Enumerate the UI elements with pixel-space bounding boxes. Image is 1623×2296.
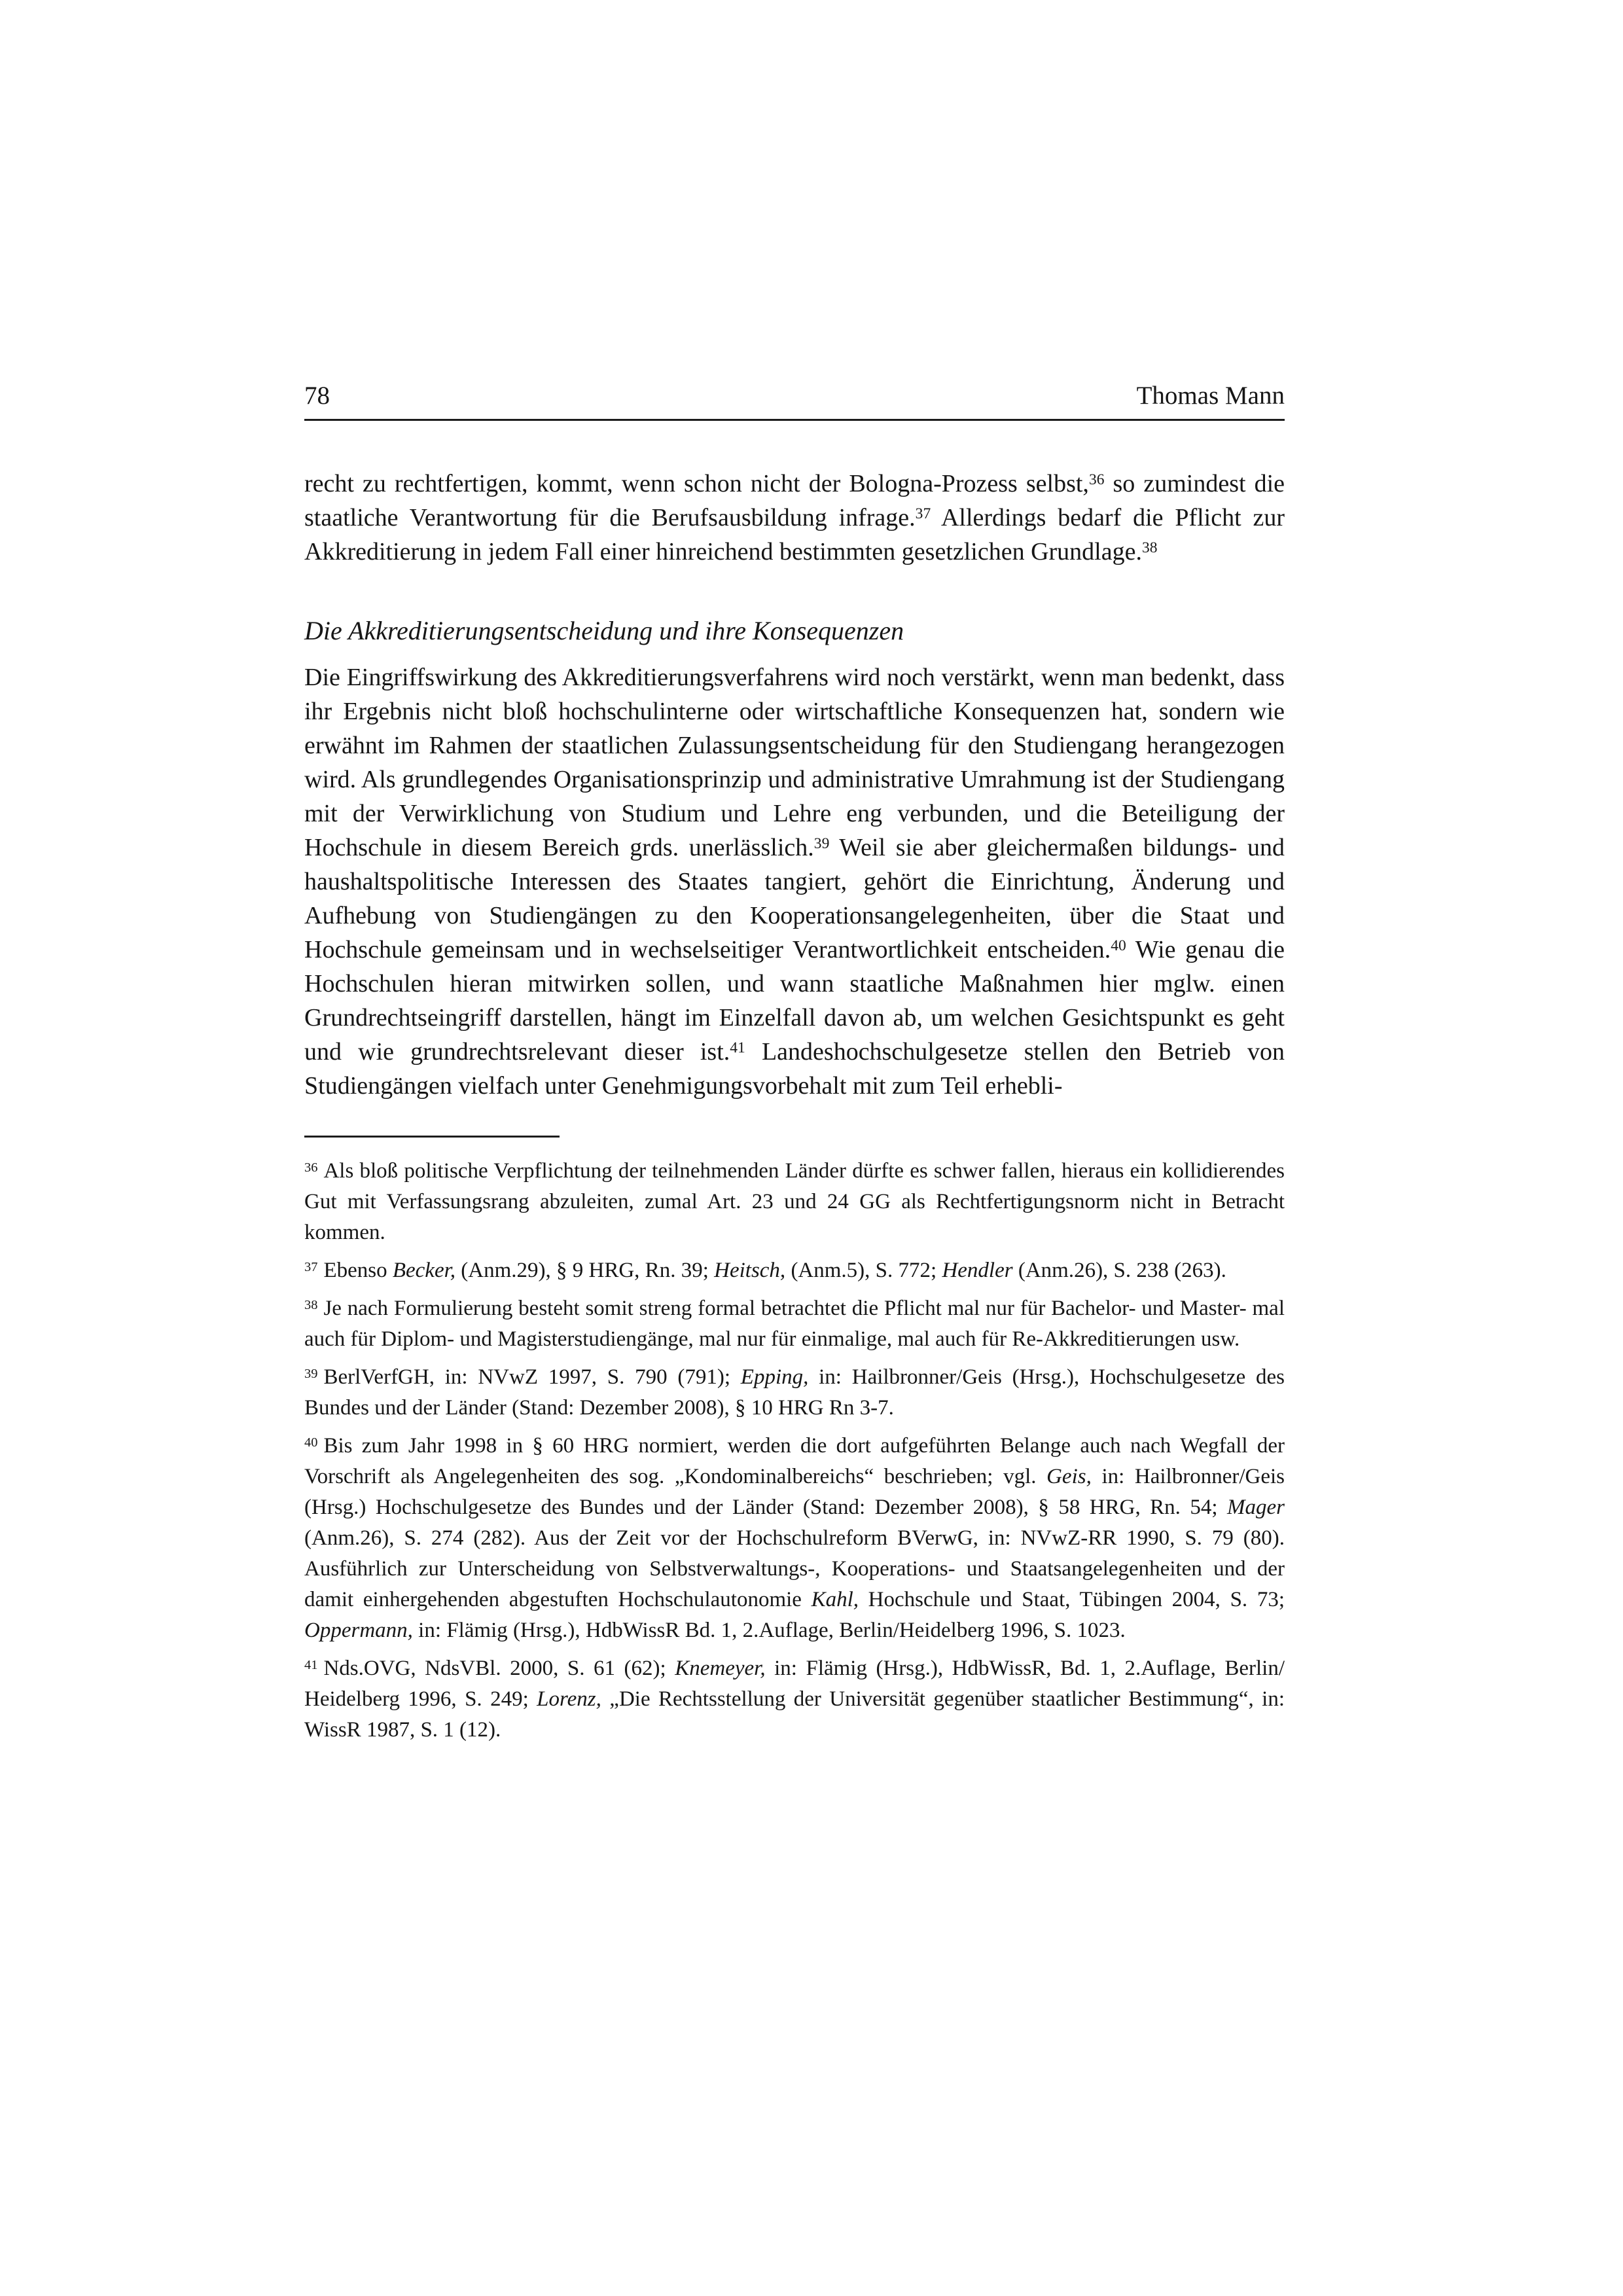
section-heading: Die Akkreditierungsentscheidung und ihre Konsequenzen — [304, 616, 904, 645]
footnote-text: Nds.OVG, NdsVBl. 2000, S. 61 (62); Knemeyer, in: Flämig (Hrsg.), HdbWissR, Bd. 1, 2.Auflage, Berlin/ Heidelberg 1996, S. 249; Lorenz, „Die Rechtsstellung der Universität gegenüber staatlicher Bestimmung“, in: WissR 1987, S. 1 (12). — [304, 1657, 1285, 1742]
footnote-39 — [304, 1362, 1285, 1424]
footnote-marker: 39 — [304, 1366, 318, 1381]
running-head-author: Thomas Mann — [1136, 382, 1285, 410]
footnote-marker: 38 — [304, 1297, 318, 1312]
footnote-marker: 40 — [304, 1435, 318, 1450]
footnote-text: BerlVerfGH, in: NVwZ 1997, S. 790 (791); Epping, in: Hailbronner/Geis (Hrsg.), Hochschulgesetze des Bundes und der Länder (Stand: Dezember 2008), § 10 HRG Rn 3-7. — [304, 1365, 1285, 1420]
footnote-text: Als bloß politische Verpflichtung der teilnehmenden Länder dürfte es schwer fallen, hieraus ein kollidierendes Gut mit Verfassungsrang abzuleiten, zumal Art. 23 und 24 GG als Rechtfertigungsnorm nicht in Betracht kommen. — [304, 1159, 1285, 1244]
footnote-text: Je nach Formulierung besteht somit streng formal betrachtet die Pflicht mal nur für Bachelor- und Master- mal auch für Diplom- und Magisterstudiengänge, mal nur für einmalige, mal auch für Re-Akkreditierungen usw. — [304, 1297, 1285, 1351]
footnote-40 — [304, 1431, 1285, 1646]
footnote-36 — [304, 1156, 1285, 1248]
body-paragraph-main: Die Eingriffswirkung des Akkreditierungsverfahrens wird noch verstärkt, wenn man bedenkt, dass ihr Ergebnis nicht bloß hochschulinterne oder wirtschaftliche Konsequenzen hat, sondern wie erwähnt im Rahmen der staatlichen Zulassungsentscheidung für den Studiengang herangezogen wird. Als grundlegendes Organisationsprinzip und administrative Umrahmung ist der Studiengang mit der Verwirklichung von Studium und Lehre eng verbunden, und die Beteiligung der Hochschule in diesem Bereich grds. unerlässlich.$^{39}$ Weil sie aber gleichermaßen bildungs- und haushaltspolitische Interessen des Staates tangiert, gehört die Einrichtung, Änderung und Aufhebung von Studiengängen zu den Kooperationsangelegenheiten, über die Staat und Hochschule gemeinsam und in wechselseitiger Verantwortlichkeit entscheiden.$^{40}$ Wie genau die Hochschulen hieran mitwirken sollen, und wann staatliche Maßnahmen hier mglw. einen Grundrechtseingriff darstellen, hängt im Einzelfall davon ab, um welchen Gesichtspunkt es geht und wie grundrechtsrelevant dieser ist.$^{41}$ Landeshochschulgesetze stellen den Betrieb von Studiengängen vielfach unter Genehmigungsvorbehalt mit zum Teil erhebli- — [304, 664, 1285, 1100]
footnote-marker: 37 — [304, 1259, 318, 1274]
footnote-marker: 36 — [304, 1160, 318, 1175]
footnotes-section — [304, 1156, 1285, 1746]
footnote-41 — [304, 1653, 1285, 1746]
footnote-38 — [304, 1293, 1285, 1355]
footnote-separator-rule — [304, 1136, 560, 1138]
text-column — [304, 381, 1285, 1753]
page-number: 78 — [304, 382, 330, 410]
running-header — [304, 381, 1285, 421]
body-paragraph-continuation: recht zu rechtfertigen, kommt, wenn schon nicht der Bologna-Prozess selbst,$^{36}$ so zumindest die staatliche Verantwortung für die Berufsausbildung infrage.$^{37}$ Allerdings bedarf die Pflicht zur Akkreditierung in jedem Fall einer hinreichend bestimmten gesetzlichen Grundlage.$^{38}$ — [304, 470, 1285, 565]
footnote-marker: 41 — [304, 1657, 318, 1672]
footnote-37 — [304, 1255, 1285, 1286]
footnote-text: Bis zum Jahr 1998 in § 60 HRG normiert, werden die dort aufgeführten Belange auch nach Wegfall der Vorschrift als Angelegenheiten des sog. „Kondominalbereichs“ beschrieben; vgl. Geis, in: Hailbronner/Geis (Hrsg.) Hochschulgesetze des Bundes und der Länder (Stand: Dezember 2008), § 58 HRG, Rn. 54; Mager (Anm.26), S. 274 (282). Aus der Zeit vor der Hochschulreform BVerwG, in: NVwZ-RR 1990, S. 79 (80). Ausführlich zur Unterscheidung von Selbstverwaltungs-, Kooperations- und Staatsangelegenheiten und der damit einhergehenden abgestuften Hochschulautonomie Kahl, Hochschule und Staat, Tübingen 2004, S. 73; Oppermann, in: Flämig (Hrsg.), HdbWissR Bd. 1, 2.Auflage, Berlin/Heidelberg 1996, S. 1023. — [304, 1434, 1285, 1642]
footnote-text: Ebenso Becker, (Anm.29), § 9 HRG, Rn. 39; Heitsch, (Anm.5), S. 772; Hendler (Anm.26), S. 238 (263). — [323, 1259, 1226, 1282]
